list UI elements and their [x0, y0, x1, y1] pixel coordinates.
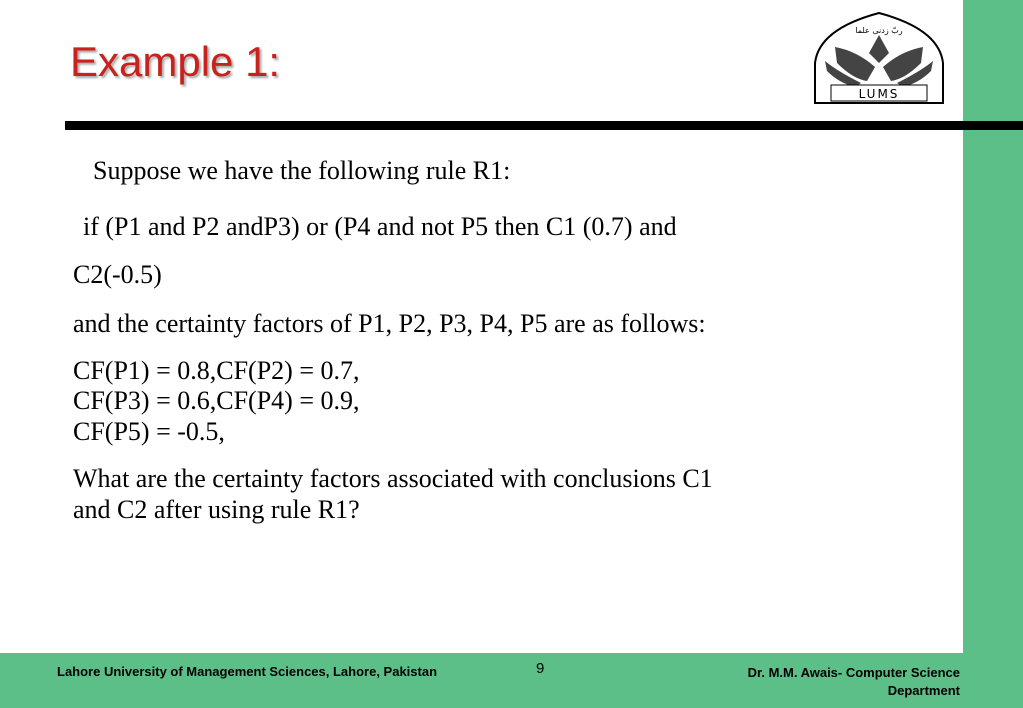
cf-intro-text: and the certainty factors of P1, P2, P3, P4, P5 are as follows: — [73, 309, 706, 338]
rule-text-line-1: if (P1 and P2 andP3) or (P4 and not P5 then C1 (0.7) and — [83, 212, 677, 241]
cf-line-1: CF(P1) = 0.8,CF(P2) = 0.7, — [73, 356, 360, 385]
question-line-1: What are the certainty factors associated with conclusions C1 — [73, 464, 713, 493]
slide-title: Example 1: — [70, 38, 281, 85]
cf-line-3: CF(P5) = -0.5, — [73, 417, 225, 446]
intro-text: Suppose we have the following rule R1: — [93, 156, 511, 185]
rule-text-line-2: C2(-0.5) — [73, 260, 162, 289]
logo-top-script: ربّ زدنی علما — [855, 26, 903, 35]
page-number: 9 — [536, 660, 545, 677]
footer-author: Dr. M.M. Awais- Computer Science Department — [747, 665, 960, 698]
lums-logo — [805, 5, 953, 115]
title-divider — [65, 121, 1023, 130]
cf-line-2: CF(P3) = 0.6,CF(P4) = 0.9, — [73, 386, 360, 415]
right-accent-bar — [963, 0, 1023, 708]
footer-institution: Lahore University of Management Sciences, Lahore, Pakistan — [57, 664, 438, 679]
question-line-2: and C2 after using rule R1? — [73, 495, 360, 524]
logo-text: LUMS — [858, 87, 900, 101]
